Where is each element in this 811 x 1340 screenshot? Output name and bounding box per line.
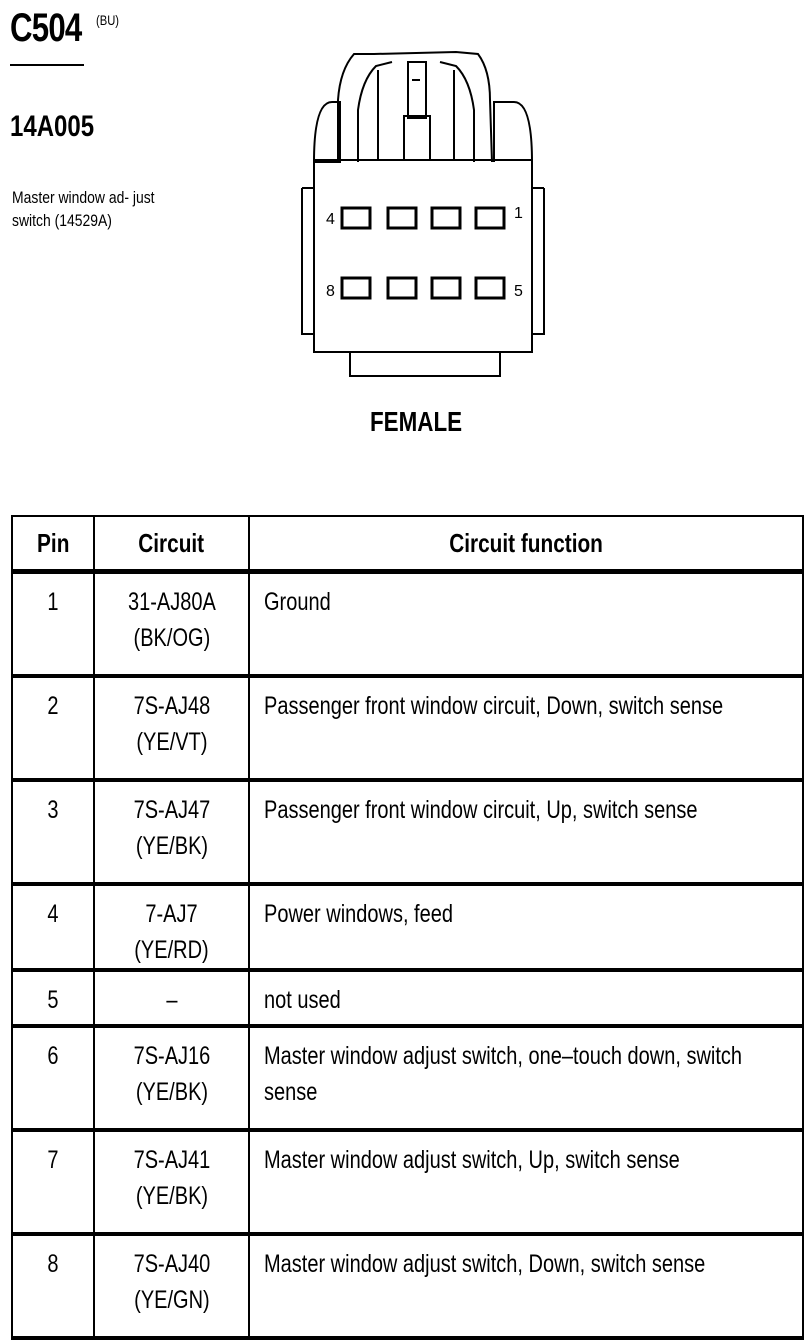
pin-cavity-4	[342, 208, 370, 228]
header-circuit-function: Circuit function	[249, 516, 803, 572]
pin-cell: 4	[12, 884, 94, 970]
table-row	[12, 1130, 803, 1234]
function-cell: Passenger front window circuit, Up, switch sense	[249, 780, 803, 884]
pin-cavity-3	[388, 208, 416, 228]
function-cell: Ground	[249, 572, 803, 676]
pin-cell: 6	[12, 1026, 94, 1130]
connector-face-diagram	[296, 40, 556, 385]
pin-cavity-6	[432, 278, 460, 298]
latch-tab	[408, 62, 426, 118]
circuit-cell: 7-AJ7 (YE/RD)	[94, 884, 249, 970]
header-pin: Pin	[12, 516, 94, 572]
circuit-cell: 31-AJ80A (BK/OG)	[94, 572, 249, 676]
table-row	[12, 780, 803, 884]
table-row	[12, 970, 803, 1026]
pin-cell: 7	[12, 1130, 94, 1234]
circuit-cell: 7S-AJ16 (YE/BK)	[94, 1026, 249, 1130]
function-cell: Passenger front window circuit, Down, switch sense	[249, 676, 803, 780]
table-header-row	[12, 516, 803, 572]
pin-cell: 8	[12, 1234, 94, 1338]
function-cell: Master window adjust switch, one–touch down, switch sense	[249, 1026, 803, 1130]
pin-cavity-8	[342, 278, 370, 298]
pin-cavity-2	[432, 208, 460, 228]
function-cell: Master window adjust switch, Down, switch sense	[249, 1234, 803, 1338]
circuit-cell: 7S-AJ48 (YE/VT)	[94, 676, 249, 780]
pin-cell: 3	[12, 780, 94, 884]
function-cell: Master window adjust switch, Up, switch sense	[249, 1130, 803, 1234]
pin-label-top-left: 4	[326, 211, 335, 228]
left-rail	[302, 188, 314, 334]
header-circuit: Circuit	[94, 516, 249, 572]
pin-cell: 5	[12, 970, 94, 1026]
circuit-cell: –	[94, 970, 249, 1026]
pin-cavity-1	[476, 208, 504, 228]
pin-label-top-right: 1	[514, 205, 523, 222]
pin-cavity-7	[388, 278, 416, 298]
pin-cell: 1	[12, 572, 94, 676]
pin-cavity-5	[476, 278, 504, 298]
pin-table	[11, 515, 804, 1340]
table-row	[12, 1026, 803, 1130]
table-row	[12, 884, 803, 970]
circuit-cell: 7S-AJ41 (YE/BK)	[94, 1130, 249, 1234]
title-rule	[10, 64, 84, 66]
connector-label: FEMALE	[370, 406, 463, 437]
table-row	[12, 572, 803, 676]
circuit-cell: 7S-AJ47 (YE/BK)	[94, 780, 249, 884]
table-row	[12, 1234, 803, 1338]
pin-label-bottom-right: 5	[514, 283, 523, 300]
bottom-lip	[350, 352, 500, 376]
part-number: 14A005	[10, 110, 95, 143]
function-cell: Power windows, feed	[249, 884, 803, 970]
latch-inner-left	[358, 62, 392, 162]
latch-housing	[338, 52, 492, 162]
connector-description: Master window ad- just switch (14529A)	[12, 188, 155, 230]
circuit-cell: 7S-AJ40 (YE/GN)	[94, 1234, 249, 1338]
latch-inner-right	[440, 62, 474, 162]
right-rail	[532, 188, 544, 334]
pin-label-bottom-left: 8	[326, 283, 335, 300]
table-row	[12, 676, 803, 780]
connector-color: (BU)	[96, 12, 120, 28]
connector-id: C504	[10, 6, 82, 50]
function-cell: not used	[249, 970, 803, 1026]
pin-cell: 2	[12, 676, 94, 780]
latch-button	[404, 116, 430, 160]
